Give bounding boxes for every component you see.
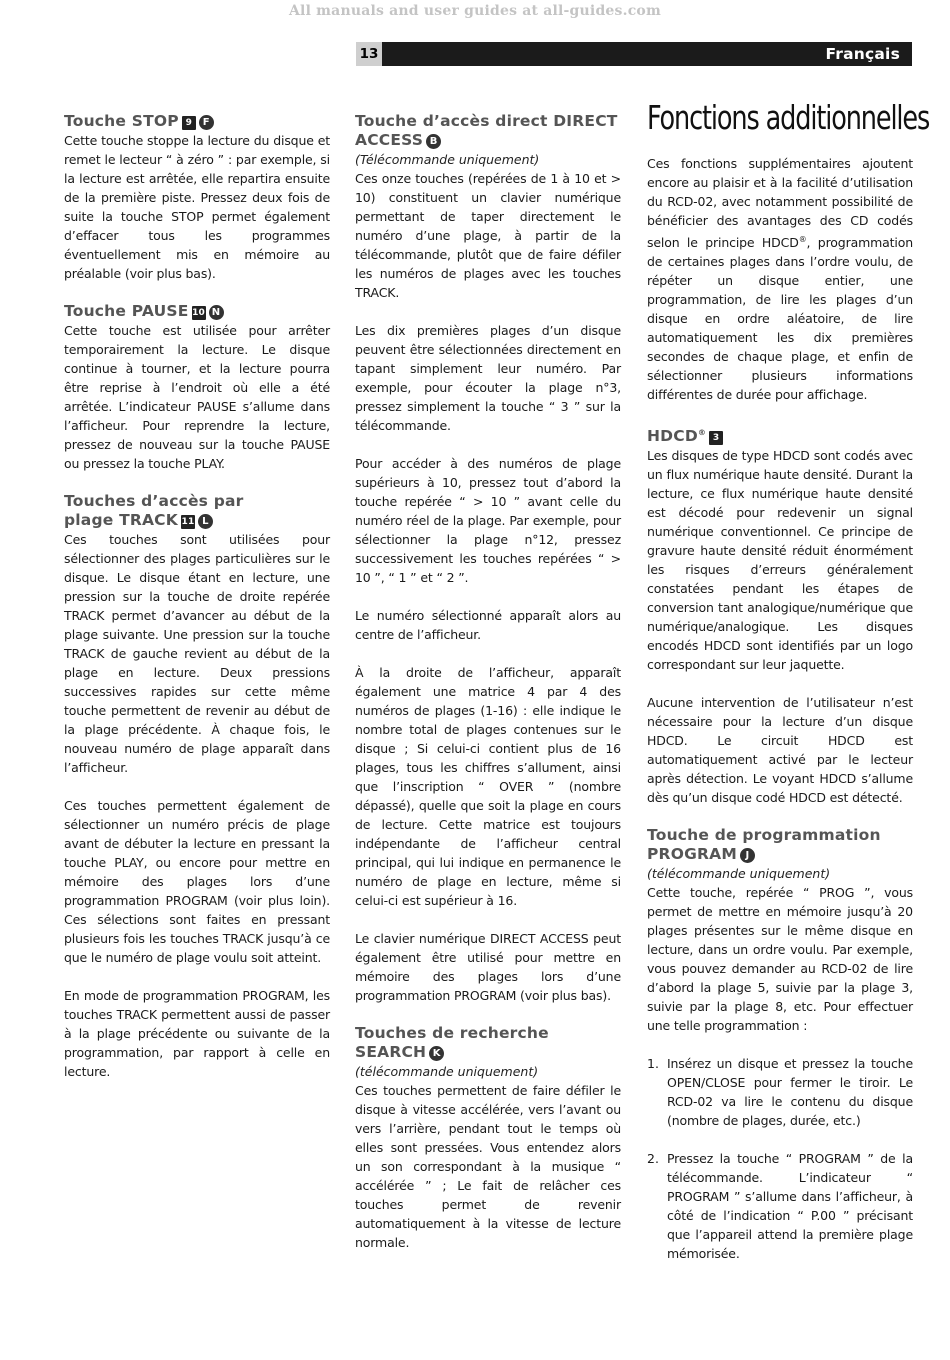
section-search xyxy=(355,1024,621,1252)
program-step xyxy=(647,1054,913,1130)
direct-letter-badge: B xyxy=(426,134,441,149)
direct-subtitle: (Télécommande uniquement) xyxy=(355,152,540,167)
program-title-line2: PROGRAM xyxy=(647,845,737,864)
direct-heading xyxy=(355,112,621,150)
direct-body-4: Le numéro sélectionné apparaît alors au centre de l’afficheur. xyxy=(355,608,621,642)
search-body: Ces touches permettent de faire défiler le disque à vitesse accélérée, vers l’avant ou vers l’arrière, pendant tout le temps où elles sont pressées. Vous entendez alors un son correspondant à la musique “ accélérée ” ; Le fait de relâcher ces touches permet de revenir automatiquement à la vitesse de lecture normale. xyxy=(355,1083,621,1250)
program-subtitle: (télécommande uniquement) xyxy=(647,866,831,882)
intro-text-post: , programmation de certaines plages dans l’ordre voulu, de répéter un disque entier, une programmation, de lire les plages d’un disque en ordre aléatoire, de lire automatiquement les dix premières secondes de chaque plage, et enfin de sélectionner plusieurs informations différentes de durée pour affichage. xyxy=(647,235,913,403)
search-title-line2: SEARCH xyxy=(355,1043,427,1061)
pause-title: Touche PAUSE xyxy=(64,302,189,320)
program-title-line1: Touche de programmation xyxy=(647,826,881,845)
program-step xyxy=(647,1149,913,1263)
page-header xyxy=(356,42,912,66)
pause-number-badge: 10 xyxy=(192,308,205,318)
page-number: 13 xyxy=(356,42,382,66)
step-number: 2. xyxy=(647,1151,659,1167)
stop-body: Cette touche stoppe la lecture du disque et remet le lecteur “ à zéro ” : par exemple, si la lecture est arrêtée, elle repartira ensuite de la première piste. Pressez deux fois de suite la touche STOP permet également d’effacer tous les programmes éventuellement mis en mémoire au préalable (voir plus bas). xyxy=(64,133,330,281)
section-direct-access xyxy=(355,112,621,1005)
stop-number-badge: 9 xyxy=(182,116,196,130)
direct-body-3: Pour accéder à des numéros de plage supérieurs à 10, pressez tout d’abord la touche repérée “ > 10 ” avant celle du numéro réel de la plage. Par exemple, pour sélectionner la plage n°12, pressez successivement les touches repérées “ > 10 ”, “ 1 ” et “ 2 ”. xyxy=(355,456,621,585)
stop-letter-badge: F xyxy=(199,115,214,130)
hdcd-registered: ® xyxy=(697,428,707,438)
track-letter-badge: L xyxy=(198,514,213,529)
track-number-badge: 11 xyxy=(181,517,195,527)
section-pause xyxy=(64,302,330,473)
hdcd-title: HDCD xyxy=(647,427,698,446)
search-heading xyxy=(355,1024,621,1062)
column-1 xyxy=(64,112,330,1100)
step-text: Insérez un disque et pressez la touche OPEN/CLOSE pour fermer le tiroir. Le RCD-02 va lire le contenu du disque (nombre de plages, durée, etc.) xyxy=(667,1056,913,1129)
pause-heading xyxy=(64,302,330,321)
stop-heading xyxy=(64,112,330,131)
track-body-1: Ces touches sont utilisées pour sélectionner des plages particulières sur le disque. Le disque étant en lecture, une pression sur la touche de droite repérée TRACK permet d’avancer au début de la plage suivante. Une pression sur la touche TRACK de gauche revient au début de la plage en lecture. Deux pressions successives rapides sur cette même touche permettent de revenir au début de la plage précédente. À chaque fois, le nouveau numéro de plage apparaît dans l’afficheur. xyxy=(64,532,330,775)
direct-title-line2: ACCESS xyxy=(355,131,424,149)
hdcd-body-1: Les disques de type HDCD sont codés avec un flux numérique haute densité. Durant la lecture, ce flux numérique haute densité est décodé pour redevenir un signal numérique conventionnel. Ce principe de gravure haute densité réduit énormément les risques d’erreurs généralement constatées pendant les étapes de conversion tant analogique/numérique que numérique/analogique. Les disques encodés HDCD sont identifiés par un logo correspondant sur leur jaquette. xyxy=(647,448,913,673)
track-body-2: Ces touches permettent également de sélectionner un numéro précis de plage avant de débuter la lecture en pressant la touche PLAY, ou encore pour mettre en mémoire des plages lors d’une programmation PROGRAM (voir plus loin). Ces sélections sont faites en pressant plusieurs fois les touches TRACK jusqu’à ce que le numéro de plage voulu soit atteint. xyxy=(64,798,330,965)
intro-registered: ® xyxy=(798,235,807,244)
program-letter-badge: J xyxy=(740,848,755,863)
intro-text-pre: Ces fonctions supplémentaires ajoutent encore au plaisir et à la facilité d’utilisation du RCD-02, avec notamment possibilité de bénéficier des avantages des CD codés selon le principe HDCD xyxy=(647,156,913,251)
section-program xyxy=(647,826,913,1263)
program-body: Cette touche, repérée “ PROG ”, vous permet de mettre en mémoire jusqu’à 20 plages présentes sur le même disque en lecture, dans un ordre voulu. Par exemple, vous pouvez demander au RCD-02 de lire d’abord la plage 5, suivie par la plage 3, suivie par la plage 8, etc. Pour effectuer une telle programmation : xyxy=(647,885,913,1034)
track-title-line2: plage TRACK xyxy=(64,511,178,529)
direct-body-6: Le clavier numérique DIRECT ACCESS peut également être utilisé pour mettre en mémoire des plages lors d’une programmation PROGRAM (voir plus bas). xyxy=(355,931,621,1003)
program-heading xyxy=(647,826,913,864)
search-letter-badge: K xyxy=(429,1046,444,1061)
section-hdcd xyxy=(647,423,913,807)
pause-body: Cette touche est utilisée pour arrêter temporairement la lecture. Le disque continue à tourner, et la lecture pourra être reprise à l’endroit où elle a été arrêtée. L’indicateur PAUSE s’allume dans l’afficheur. Pour reprendre la lecture, pressez de nouveau sur la touche PAUSE ou pressez la touche PLAY. xyxy=(64,323,330,471)
watermark: All manuals and user guides at all-guides.com xyxy=(289,3,661,19)
section-track xyxy=(64,492,330,1081)
section-stop xyxy=(64,112,330,283)
pause-letter-badge: N xyxy=(209,305,224,320)
intro-body xyxy=(647,154,913,404)
step-text: Pressez la touche “ PROGRAM ” de la télécommande. L’indicateur “ PROGRAM ” s’allume dans l’afficheur, à côté de l’indication “ P.00 ” précisant que l’appareil attend la première plage mémorisée. xyxy=(667,1151,913,1262)
direct-body-2: Les dix premières plages d’un disque peuvent être sélectionnées directement en tapant simplement leur numéro. Par exemple, pour écouter la plage n°3, pressez simplement la touche “ 3 ” sur la télécommande. xyxy=(355,323,621,433)
stop-title: Touche STOP xyxy=(64,112,179,130)
column-2 xyxy=(355,112,621,1271)
search-subtitle: (télécommande uniquement) xyxy=(355,1064,539,1079)
direct-title-line1: Touche d’accès direct DIRECT xyxy=(355,112,618,130)
program-steps xyxy=(647,1054,913,1263)
hdcd-heading xyxy=(647,423,913,446)
hdcd-body-2: Aucune intervention de l’utilisateur n’est nécessaire pour la lecture d’un disque HDCD. Le circuit HDCD est automatiquement activé par le lecteur après détection. Le voyant HDCD s’allume dès qu’un disque codé HDCD est détecté. xyxy=(647,695,913,806)
language-label: Français xyxy=(825,45,900,63)
step-number: 1. xyxy=(647,1056,659,1072)
track-heading xyxy=(64,492,330,530)
direct-body-1: Ces onze touches (repérées de 1 à 10 et > 10) constituent un clavier numérique permettant de taper directement le numéro d’une plage, à partir de la télécommande, plutôt que de faire défiler les numéros de plages avec les touches TRACK. xyxy=(355,171,621,300)
track-title-line1: Touches d’accès par xyxy=(64,492,244,510)
column-3 xyxy=(647,98,930,1282)
search-title-line1: Touches de recherche xyxy=(355,1024,549,1042)
direct-body-5: À la droite de l’afficheur, apparaît également une matrice 4 par 4 des numéros de plages (1-16) : elle indique le nombre total de plages contenues sur le disque ; Si celui-ci contient plus de 16 plages, tous les chiffres s’allument, ainsi que l’inscription “ OVER ” (nombre dépassé), quelle que soit la plage en cours de lecture. Cette matrice est toujours indépendante de l’afficheur central principal, qui lui indique en permanence le numéro de plage en lecture, même si celui-ci est supérieur à 16. xyxy=(355,665,621,908)
track-body-3: En mode de programmation PROGRAM, les touches TRACK permettent aussi de passer à la plage précédente ou suivante de la programmation, par rapport à celle en lecture. xyxy=(64,988,330,1079)
hdcd-number-badge: 3 xyxy=(709,431,723,445)
section-title: Fonctions additionnelles xyxy=(647,98,930,137)
